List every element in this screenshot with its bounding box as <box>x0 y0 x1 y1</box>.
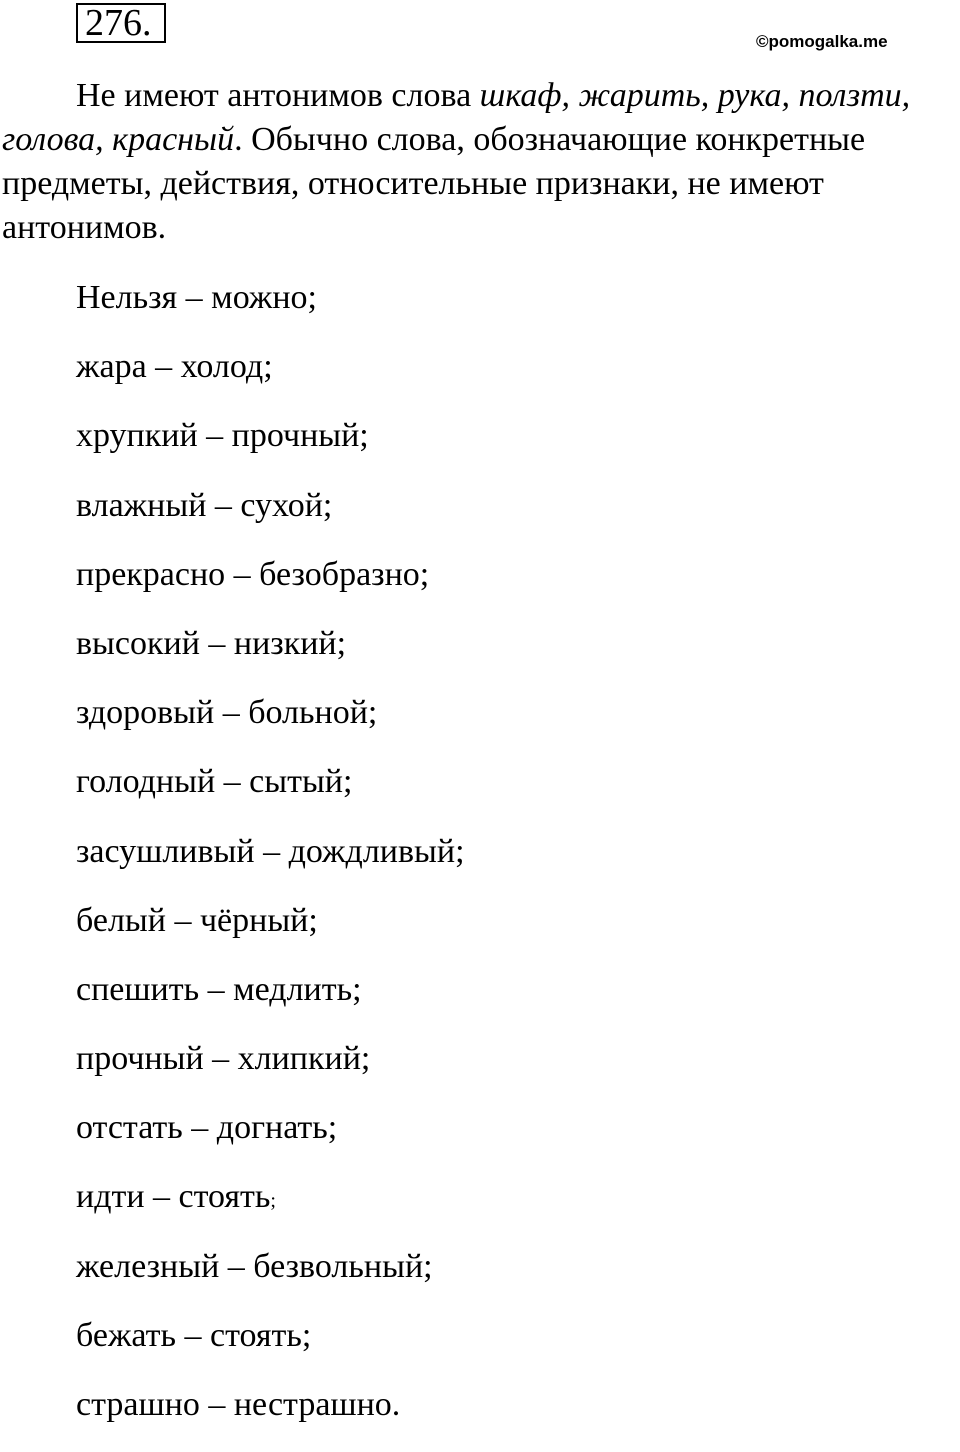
antonym-pair: засушливый – дождливый; <box>76 832 465 870</box>
antonym-pair-semicolon: ; <box>270 1190 276 1213</box>
antonym-pair: прочный – хлипкий; <box>76 1040 371 1078</box>
intro-paragraph <box>2 74 958 250</box>
antonym-pair: голодный – сытый; <box>76 763 353 801</box>
watermark: ©pomogalka.me <box>756 32 888 51</box>
antonym-pair: спешить – медлить; <box>76 970 362 1008</box>
antonym-pair: здоровый – больной; <box>76 694 378 732</box>
antonym-pair: влажный – сухой; <box>76 486 333 524</box>
antonym-pair-list <box>76 276 465 1452</box>
antonym-pair: отстать – догнать; <box>76 1109 338 1147</box>
intro-example-words: шкаф, жарить, рука, ползти, голова, красный <box>2 77 911 158</box>
antonym-pair: бежать – стоять; <box>76 1316 312 1354</box>
antonym-pair: высокий – низкий; <box>76 624 347 662</box>
antonym-pair <box>76 1175 465 1244</box>
antonym-pair: железный – безвольный; <box>76 1247 433 1285</box>
task-number-box <box>76 3 166 43</box>
antonym-pair: страшно – нестрашно. <box>76 1386 401 1423</box>
intro-text-end: . Обычно слова, обозначающие конкретные предметы, действия, относительные признаки, не имеют антонимов. <box>2 121 866 246</box>
antonym-pair: хрупкий – прочный; <box>76 417 369 455</box>
antonym-pair-text: идти – стоять <box>76 1178 271 1216</box>
antonym-pair: белый – чёрный; <box>76 901 318 939</box>
antonym-pair: прекрасно – безобразно; <box>76 555 430 593</box>
antonym-pair: Нельзя – можно; <box>76 279 317 316</box>
task-number: 276. <box>85 2 152 44</box>
antonym-pair: жара – холод; <box>76 348 273 386</box>
intro-text-start: Не имеют антонимов слова <box>76 77 480 114</box>
